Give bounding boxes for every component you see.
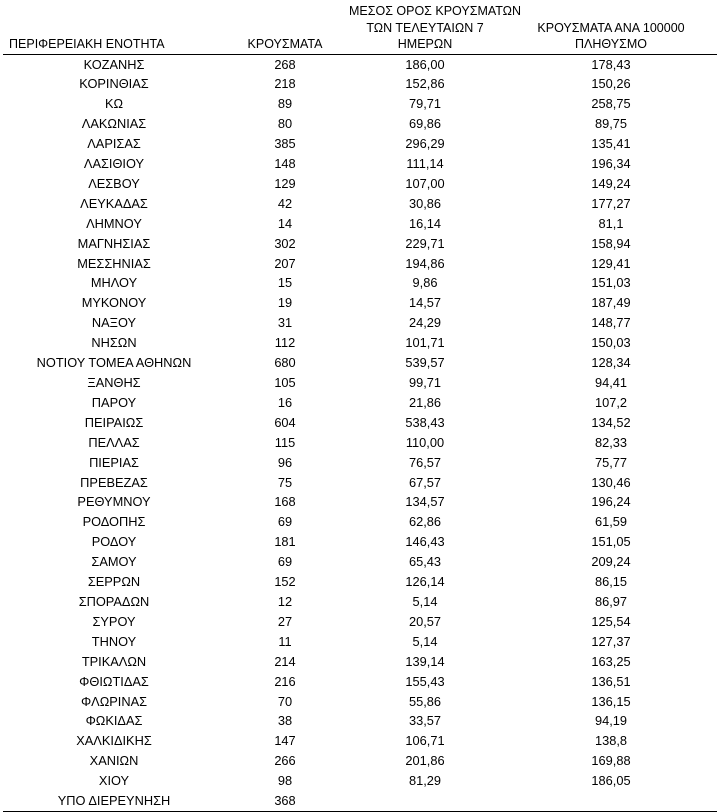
cell-avg7: 79,71 xyxy=(408,96,442,112)
cell-region: ΧΑΝΙΩΝ xyxy=(89,753,139,769)
cell-cases: 115 xyxy=(274,434,296,450)
table-row xyxy=(3,393,717,413)
cell-per100k: 163,25 xyxy=(591,653,631,669)
cell-cases: 604 xyxy=(274,414,296,430)
table-row xyxy=(3,54,717,74)
cell-per100k: 196,24 xyxy=(591,494,631,510)
cell-avg7: 146,43 xyxy=(405,534,445,550)
cell-cases: 70 xyxy=(277,693,293,709)
table-row xyxy=(3,254,717,274)
header-per100k-line1-text: ΚΡΟΥΣΜΑΤΑ ΑΝΑ 100000 xyxy=(537,20,685,35)
cell-region: ΦΛΩΡΙΝΑΣ xyxy=(80,693,148,709)
cell-avg7: 20,57 xyxy=(408,613,442,629)
cell-per100k: 94,19 xyxy=(594,713,628,729)
cell-per100k: 169,88 xyxy=(591,753,631,769)
table-row xyxy=(3,214,717,234)
cell-per100k: 86,15 xyxy=(594,574,628,590)
table-row xyxy=(3,632,717,652)
cell-per100k: 61,59 xyxy=(594,514,628,530)
cell-region: ΜΕΣΣΗΝΙΑΣ xyxy=(77,255,151,271)
cell-cases: 69 xyxy=(277,514,293,530)
table-row xyxy=(3,413,717,433)
cell-region: ΡΕΘΥΜΝΟΥ xyxy=(77,494,151,510)
cell-cases: 105 xyxy=(274,375,296,390)
table-row xyxy=(3,114,717,134)
cell-cases: 216 xyxy=(274,673,296,689)
cell-per100k: 89,75 xyxy=(594,116,628,132)
cell-per100k: 134,52 xyxy=(591,414,631,430)
table-row xyxy=(3,94,717,114)
cell-per100k: 149,24 xyxy=(591,175,631,191)
cell-cases: 38 xyxy=(277,713,293,729)
header-spacer-region xyxy=(3,4,225,21)
cell-avg7: 99,71 xyxy=(408,375,442,390)
header-spacer-region-2 xyxy=(3,21,225,38)
cell-cases: 214 xyxy=(274,653,296,669)
cell-cases: 218 xyxy=(274,76,296,92)
cell-per100k: 107,2 xyxy=(594,394,628,410)
cell-avg7: 110,00 xyxy=(405,434,445,450)
table-row xyxy=(3,672,717,692)
table-row xyxy=(3,751,717,771)
cell-region: ΜΗΛΟΥ xyxy=(90,275,138,291)
table-row xyxy=(3,313,717,333)
cell-per100k: 187,49 xyxy=(591,295,631,311)
cell-region: ΝΑΞΟΥ xyxy=(91,315,137,331)
cell-per100k: 125,54 xyxy=(591,613,631,629)
cell-avg7: 81,29 xyxy=(408,773,442,789)
cell-per100k: 128,34 xyxy=(591,355,631,371)
cell-cases: 27 xyxy=(277,613,293,629)
cell-avg7: 24,29 xyxy=(408,315,442,331)
cell-cases: 266 xyxy=(274,753,296,769)
cell-cases: 147 xyxy=(274,733,296,749)
cell-avg7: 539,57 xyxy=(405,355,445,371)
cell-cases: 31 xyxy=(277,315,293,331)
header-per100k-spacer xyxy=(505,4,717,21)
cell-region: ΡΟΔΟΥ xyxy=(91,534,137,550)
cell-per100k: 82,33 xyxy=(594,434,628,450)
cell-cases: 148 xyxy=(274,156,296,172)
header-avg7-line3-text: ΗΜΕΡΩΝ xyxy=(397,37,453,51)
header-per100k-line2 xyxy=(505,37,717,54)
table-row xyxy=(3,373,717,393)
cell-per100k: 127,37 xyxy=(591,633,631,649)
cell-region: ΞΑΝΘΗΣ xyxy=(87,375,141,390)
cell-per100k: 151,05 xyxy=(591,534,631,550)
cell-avg7: 139,14 xyxy=(405,653,445,669)
cell-cases: 19 xyxy=(277,295,293,311)
cell-region: ΦΘΙΩΤΙΔΑΣ xyxy=(79,673,149,689)
table-row xyxy=(3,273,717,293)
cell-region: ΛΑΡΙΣΑΣ xyxy=(87,136,141,152)
cell-avg7: 69,86 xyxy=(408,116,442,132)
table-row xyxy=(3,711,717,731)
cell-per100k: 258,75 xyxy=(591,96,631,112)
header-avg7-line1 xyxy=(345,4,522,21)
cell-avg7: 152,86 xyxy=(405,76,445,92)
cell-per100k: 81,1 xyxy=(598,215,624,231)
cell-cases: 268 xyxy=(274,56,296,72)
cell-cases: 96 xyxy=(277,454,293,470)
cell-region: ΚΩ xyxy=(104,96,124,112)
cell-avg7: 67,57 xyxy=(408,474,442,490)
table-row xyxy=(3,791,717,811)
cell-avg7: 5,14 xyxy=(412,593,438,609)
cell-avg7: 194,86 xyxy=(405,255,445,271)
cell-cases: 207 xyxy=(274,255,296,271)
cell-per100k: 151,03 xyxy=(591,275,631,291)
cell-avg7: 155,43 xyxy=(405,673,445,689)
table-row xyxy=(3,234,717,254)
cell-avg7: 14,57 xyxy=(408,295,442,311)
table-row xyxy=(3,731,717,751)
cell-per100k: 196,34 xyxy=(591,156,631,172)
cell-cases: 152 xyxy=(274,574,296,590)
cell-region: ΣΕΡΡΩΝ xyxy=(87,574,141,590)
cell-cases: 385 xyxy=(274,136,296,152)
cell-cases: 15 xyxy=(277,275,293,291)
cell-region: ΚΟΡΙΝΘΙΑΣ xyxy=(79,76,149,92)
table-row xyxy=(3,174,717,194)
cell-avg7: 9,86 xyxy=(412,275,438,291)
cell-per100k xyxy=(505,791,717,811)
cell-region: ΣΑΜΟΥ xyxy=(91,554,137,570)
cell-cases: 16 xyxy=(277,394,293,410)
cell-per100k: 75,77 xyxy=(594,454,628,470)
cell-per100k: 138,8 xyxy=(594,733,628,749)
cell-region: ΠΙΕΡΙΑΣ xyxy=(89,454,139,470)
cell-region: ΛΕΣΒΟΥ xyxy=(88,175,140,191)
table-header xyxy=(3,4,717,54)
cell-region: ΛΑΚΩΝΙΑΣ xyxy=(81,116,147,132)
cell-region: ΦΩΚΙΔΑΣ xyxy=(85,713,143,729)
header-middle-row xyxy=(3,21,717,38)
table-row xyxy=(3,692,717,712)
cell-cases: 302 xyxy=(274,235,296,251)
header-region-text: ΠΕΡΙΦΕΡΕΙΑΚΗ ΕΝΟΤΗΤΑ xyxy=(9,37,165,51)
table-row xyxy=(3,552,717,572)
table-row xyxy=(3,512,717,532)
table-row xyxy=(3,572,717,592)
table-body xyxy=(3,54,717,811)
cell-region: ΝΗΣΩΝ xyxy=(91,335,137,351)
cell-cases: 181 xyxy=(274,534,296,550)
cell-avg7: 186,00 xyxy=(405,56,445,72)
cell-cases: 11 xyxy=(278,633,292,649)
cell-avg7: 33,57 xyxy=(408,713,442,729)
cell-region: ΜΑΓΝΗΣΙΑΣ xyxy=(77,235,151,251)
cell-per100k: 136,51 xyxy=(591,673,631,689)
table-row xyxy=(3,652,717,672)
cell-avg7: 16,14 xyxy=(408,215,442,231)
cell-per100k: 136,15 xyxy=(591,693,631,709)
cell-region: ΣΥΡΟΥ xyxy=(92,613,136,629)
cell-avg7: 65,43 xyxy=(408,554,442,570)
cell-cases: 69 xyxy=(277,554,293,570)
cell-region: ΠΕΙΡΑΙΩΣ xyxy=(84,414,144,430)
header-avg7-line2-text: ΤΩΝ ΤΕΛΕΥΤΑΙΩΝ 7 xyxy=(366,20,484,35)
header-spacer-cases-2 xyxy=(225,21,345,38)
cell-avg7: 21,86 xyxy=(408,394,442,410)
header-bottom-row xyxy=(3,37,717,54)
cell-avg7: 229,71 xyxy=(405,235,445,251)
cell-avg7: 538,43 xyxy=(405,414,445,430)
cell-cases: 129 xyxy=(274,175,296,191)
header-cases xyxy=(225,37,345,54)
cell-avg7: 101,71 xyxy=(405,335,445,351)
cell-avg7: 76,57 xyxy=(408,454,442,470)
cell-avg7: 55,86 xyxy=(408,693,442,709)
cell-cases: 98 xyxy=(277,773,293,789)
cell-cases: 89 xyxy=(277,96,293,112)
cell-per100k: 158,94 xyxy=(591,235,631,251)
table-row xyxy=(3,353,717,373)
cell-region: ΝΟΤΙΟΥ ΤΟΜΕΑ ΑΘΗΝΩΝ xyxy=(36,355,192,371)
header-cases-text: ΚΡΟΥΣΜΑΤΑ xyxy=(247,37,323,51)
cell-avg7: 106,71 xyxy=(405,733,445,749)
cell-per100k: 150,26 xyxy=(591,76,631,92)
cell-per100k: 86,97 xyxy=(594,593,628,609)
header-per100k-line2-text: ΠΛΗΘΥΣΜΟ xyxy=(575,37,647,51)
cell-region: ΡΟΔΟΠΗΣ xyxy=(82,514,146,530)
cell-cases: 42 xyxy=(277,195,293,211)
cell-region: ΧΙΟΥ xyxy=(98,773,130,789)
header-region xyxy=(3,37,225,54)
table-row xyxy=(3,433,717,453)
cell-avg7: 296,29 xyxy=(405,136,445,152)
header-avg7-line1-text: ΜΕΣΟΣ ΟΡΟΣ ΚΡΟΥΣΜΑΤΩΝ xyxy=(349,4,522,18)
table-row xyxy=(3,771,717,791)
cell-cases: 168 xyxy=(274,494,296,510)
table-row xyxy=(3,333,717,353)
cell-per100k: 178,43 xyxy=(591,56,631,72)
table-row xyxy=(3,612,717,632)
header-per100k-line1 xyxy=(505,21,717,38)
cell-avg7: 111,14 xyxy=(406,156,444,172)
table-row xyxy=(3,293,717,313)
header-upper-row xyxy=(3,4,717,21)
table-row xyxy=(3,492,717,512)
table-row xyxy=(3,134,717,154)
cell-cases: 680 xyxy=(274,355,296,371)
table-row xyxy=(3,194,717,214)
cell-cases: 368 xyxy=(225,791,345,811)
cell-avg7: 126,14 xyxy=(405,574,445,590)
cell-region: ΣΠΟΡΑΔΩΝ xyxy=(78,593,150,609)
cell-per100k: 135,41 xyxy=(591,136,631,152)
cell-cases: 14 xyxy=(277,215,293,231)
cell-region: ΜΥΚΟΝΟΥ xyxy=(81,295,147,311)
header-avg7-line2 xyxy=(345,21,505,38)
cell-per100k: 130,46 xyxy=(591,474,631,490)
cell-avg7 xyxy=(345,791,505,811)
cell-region: ΠΕΛΛΑΣ xyxy=(88,434,140,450)
cell-region: ΥΠΟ ΔΙΕΡΕΥΝΗΣΗ xyxy=(3,791,225,811)
table-row xyxy=(3,592,717,612)
table-row xyxy=(3,74,717,94)
cell-region: ΛΑΣΙΘΙΟΥ xyxy=(83,156,145,172)
cell-per100k: 186,05 xyxy=(591,773,631,789)
table-row xyxy=(3,473,717,493)
cell-cases: 75 xyxy=(277,474,293,490)
cell-avg7: 30,86 xyxy=(408,195,442,211)
cell-cases: 80 xyxy=(277,116,293,132)
cell-per100k: 150,03 xyxy=(591,335,631,351)
cell-per100k: 94,41 xyxy=(594,375,628,390)
cell-per100k: 209,24 xyxy=(591,554,631,570)
header-avg7-line3 xyxy=(345,37,505,54)
cell-per100k: 177,27 xyxy=(591,195,631,211)
cell-per100k: 148,77 xyxy=(591,315,631,331)
cases-by-region-table xyxy=(3,4,717,812)
cell-region: ΤΡΙΚΑΛΩΝ xyxy=(81,653,147,669)
table-row xyxy=(3,532,717,552)
cell-region: ΧΑΛΚΙΔΙΚΗΣ xyxy=(76,733,152,749)
cell-cases: 12 xyxy=(277,593,293,609)
cell-region: ΛΗΜΝΟΥ xyxy=(86,215,142,231)
table-row xyxy=(3,154,717,174)
cell-region: ΠΡΕΒΕΖΑΣ xyxy=(80,474,148,490)
header-spacer-cases xyxy=(225,4,345,21)
table-row xyxy=(3,453,717,473)
cell-per100k: 129,41 xyxy=(591,255,631,271)
cell-avg7: 201,86 xyxy=(405,753,445,769)
cell-region: ΤΗΝΟΥ xyxy=(91,633,137,649)
cell-avg7: 5,14 xyxy=(412,633,438,649)
cell-avg7: 62,86 xyxy=(408,514,442,530)
cell-avg7: 107,00 xyxy=(405,175,445,191)
cell-cases: 112 xyxy=(274,335,296,351)
cell-region: ΛΕΥΚΑΔΑΣ xyxy=(80,195,148,211)
cell-avg7: 134,57 xyxy=(405,494,445,510)
cell-region: ΠΑΡΟΥ xyxy=(91,394,137,410)
cell-region: ΚΟΖΑΝΗΣ xyxy=(83,56,145,72)
